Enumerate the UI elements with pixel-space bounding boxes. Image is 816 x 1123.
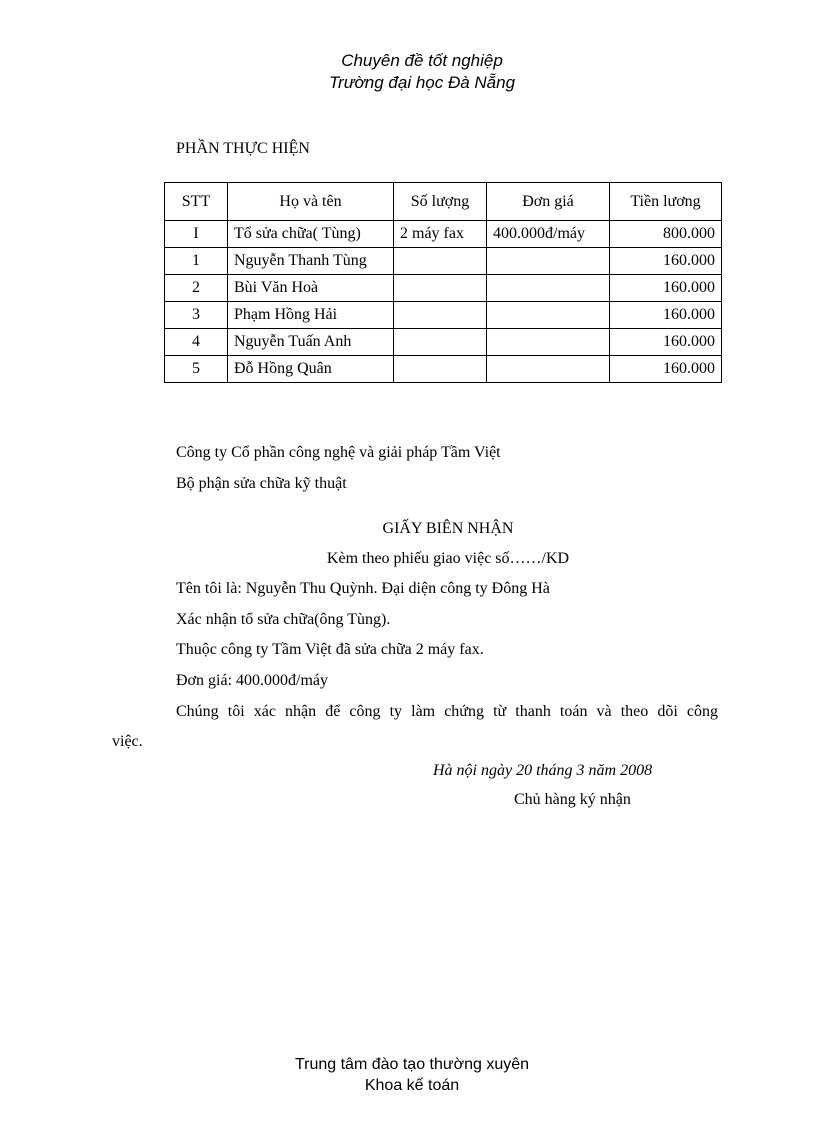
column-header: Tiền lương (610, 183, 722, 221)
table-cell (394, 356, 487, 383)
table-cell: I (165, 221, 228, 248)
table-cell: Bùi Văn Hoà (228, 275, 394, 302)
table-cell (487, 275, 610, 302)
table-cell: 3 (165, 302, 228, 329)
table-cell (394, 275, 487, 302)
table-cell: 2 máy fax (394, 221, 487, 248)
receipt-line-5: Chúng tôi xác nhận để công ty làm chứng từ thanh toán và theo dõi công (176, 703, 718, 720)
receipt-line-3: Thuộc công ty Tầm Việt đã sửa chữa 2 máy fax. (176, 641, 484, 658)
column-header: STT (165, 183, 228, 221)
footer-line-1: Trung tâm đào tạo thường xuyên (294, 1056, 530, 1073)
receipt-line-5-end: việc. (112, 733, 143, 750)
receipt-line-4: Đơn giá: 400.000đ/máy (176, 672, 328, 689)
date-line: Hà nội ngày 20 tháng 3 năm 2008 (433, 762, 653, 779)
company-line: Công ty Cổ phần công nghệ và giải pháp Tầm Việt (176, 444, 501, 461)
table-cell: 160.000 (610, 329, 722, 356)
table-cell (487, 329, 610, 356)
table-header-row (165, 183, 722, 221)
receipt-title: GIẤY BIÊN NHẬN (382, 520, 514, 537)
column-header: Số lượng (394, 183, 487, 221)
table-cell: 800.000 (610, 221, 722, 248)
salary-table (164, 182, 722, 383)
table-cell: 400.000đ/máy (487, 221, 610, 248)
signer-line: Chủ hàng ký nhận (514, 791, 631, 808)
table-cell (487, 248, 610, 275)
table-cell: Nguyễn Tuấn Anh (228, 329, 394, 356)
header-line-2: Trường đại học Đà Nẵng (328, 73, 516, 92)
table-row (165, 275, 722, 302)
table-row (165, 329, 722, 356)
table-cell: 1 (165, 248, 228, 275)
department-line: Bộ phận sửa chữa kỹ thuật (176, 475, 347, 492)
section-title: PHẦN THỰC HIỆN (176, 140, 310, 157)
table-cell: Đỗ Hồng Quân (228, 356, 394, 383)
table-row (165, 356, 722, 383)
table-cell: 160.000 (610, 275, 722, 302)
column-header: Họ và tên (228, 183, 394, 221)
table-row (165, 302, 722, 329)
receipt-line-1: Tên tôi là: Nguyễn Thu Quỳnh. Đại diện công ty Đông Hà (176, 580, 550, 597)
footer-line-2: Khoa kế toán (364, 1077, 460, 1094)
table-cell (394, 302, 487, 329)
table-cell: Nguyễn Thanh Tùng (228, 248, 394, 275)
table-cell: 160.000 (610, 356, 722, 383)
table-cell: 2 (165, 275, 228, 302)
table-cell: 4 (165, 329, 228, 356)
table-cell (487, 356, 610, 383)
table-cell: Tổ sửa chữa( Tùng) (228, 221, 394, 248)
receipt-line-2: Xác nhận tổ sửa chữa(ông Tùng). (176, 611, 391, 628)
column-header: Đơn giá (487, 183, 610, 221)
table-cell: Phạm Hồng Hải (228, 302, 394, 329)
table-cell (487, 302, 610, 329)
table-cell: 5 (165, 356, 228, 383)
receipt-subtitle: Kèm theo phiếu giao việc số……/KD (326, 550, 570, 567)
table-row (165, 248, 722, 275)
table-cell (394, 248, 487, 275)
table-cell (394, 329, 487, 356)
table-cell: 160.000 (610, 248, 722, 275)
table-row (165, 221, 722, 248)
header-line-1: Chuyên đề tốt nghiệp (341, 51, 503, 70)
table-cell: 160.000 (610, 302, 722, 329)
